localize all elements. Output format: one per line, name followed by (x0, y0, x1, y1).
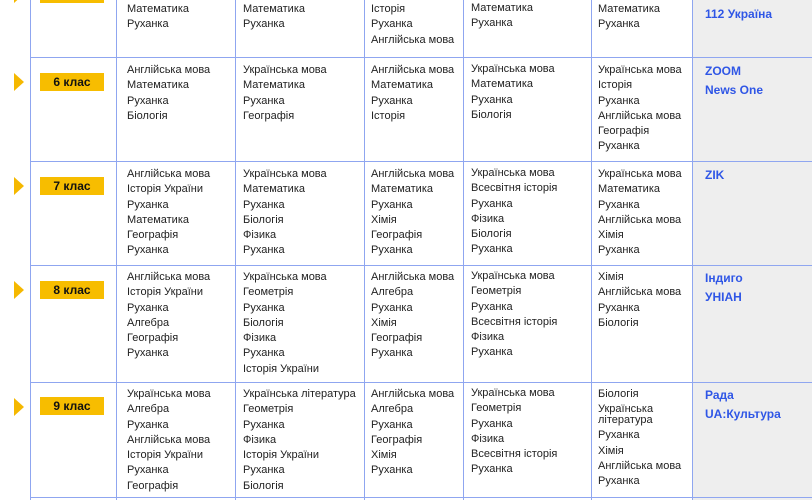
lesson: Українська мова (243, 168, 327, 180)
grade-badge: 6 клас (40, 73, 104, 91)
lesson: Математика (598, 183, 660, 196)
lesson: Руханка (243, 198, 285, 211)
grid-line (463, 0, 464, 500)
lesson: Руханка (471, 463, 513, 476)
lesson: Хімія (371, 213, 397, 226)
lesson: Руханка (471, 243, 513, 256)
lesson: Алгебра (127, 403, 170, 416)
channel-name[interactable]: ZOOM (705, 64, 741, 78)
lesson: Хімія (598, 444, 624, 457)
lesson: Руханка (471, 93, 513, 106)
lesson: Геометрія (243, 403, 294, 416)
lesson: Хімія (598, 271, 624, 283)
lesson: Фізика (243, 229, 277, 242)
lesson: Історія (598, 79, 633, 92)
row-arrow-icon (14, 73, 24, 91)
lesson: Українська література (243, 388, 356, 400)
lesson: Англійська мова (598, 213, 682, 226)
grid-line (235, 0, 236, 500)
lesson: Фізика (243, 332, 277, 345)
lesson: Біологія (471, 108, 512, 121)
lesson: Англійська мова (371, 64, 455, 76)
grid-line (30, 265, 812, 266)
lesson-cell-fri (598, 167, 682, 259)
lesson: Математика (243, 183, 305, 196)
lesson: Біологія (471, 228, 512, 241)
channel-name[interactable]: Рада (705, 388, 734, 402)
lesson: Руханка (371, 244, 413, 257)
lesson: Українська мова (471, 63, 555, 75)
lesson: Українська мова (598, 64, 682, 76)
lesson: Руханка (127, 94, 169, 107)
lesson: Руханка (371, 347, 413, 360)
lesson: Біологія (598, 388, 639, 400)
grade-badge: 9 клас (40, 397, 104, 415)
lesson: Математика (127, 3, 189, 15)
lesson: Хімія (371, 449, 397, 462)
lesson-cell-thu (471, 1, 533, 32)
lesson: Українська мова (127, 388, 211, 400)
lesson: Англійська мова (127, 168, 211, 180)
lesson-cell-mon (127, 63, 210, 124)
lesson: Всесвітня історія (471, 182, 558, 195)
lesson: Руханка (371, 198, 413, 211)
lesson: Руханка (598, 18, 640, 31)
grid-line (591, 0, 592, 500)
lesson: Географія (127, 332, 179, 345)
lesson: Руханка (371, 418, 413, 431)
lesson: Руханка (127, 347, 169, 360)
lesson: Фізика (471, 212, 505, 225)
lesson: Руханка (471, 197, 513, 210)
lesson: Англійська мова (371, 271, 455, 283)
lesson: Руханка (371, 301, 413, 314)
grid-line (30, 0, 31, 500)
lesson: Руханка (598, 140, 640, 153)
lesson: Руханка (471, 17, 513, 30)
lesson: Математика (127, 79, 189, 92)
tv-channels (705, 5, 772, 24)
lesson: Географія (598, 125, 650, 138)
lesson-cell-thu (471, 386, 557, 478)
lesson: Руханка (243, 301, 285, 314)
lesson-cell-thu (471, 269, 557, 361)
lesson-cell-wed (371, 270, 454, 362)
lesson: Історія України (127, 449, 203, 462)
lesson: Математика (471, 2, 533, 14)
lesson: Руханка (243, 18, 285, 31)
channel-name[interactable]: ZIK (705, 168, 725, 182)
lesson: Англійська мова (127, 271, 211, 283)
lesson-cell-wed (371, 63, 454, 124)
lesson: Англійська мова (371, 168, 455, 180)
lesson: Руханка (371, 18, 413, 31)
lesson: Англійська мова (371, 33, 455, 46)
grade-badge: 8 клас (40, 281, 104, 299)
lesson-cell-tue (243, 387, 356, 494)
lesson: Фізика (471, 331, 505, 344)
lesson: Біологія (598, 316, 639, 329)
lesson: Фізика (471, 432, 505, 445)
channel-name[interactable]: News One (705, 83, 764, 97)
lesson: Географія (127, 479, 179, 492)
lesson: Геометрія (471, 285, 522, 298)
lesson: Англійська мова (598, 286, 682, 299)
tv-channels (705, 166, 724, 185)
tv-channels (705, 62, 763, 100)
lesson: Англійська мова (127, 64, 211, 76)
lesson-cell-wed (371, 387, 454, 479)
lesson-cell-fri (598, 63, 682, 155)
lesson: Українська мова (243, 64, 327, 76)
lesson: Біологія (127, 109, 168, 122)
row-arrow-icon (14, 177, 24, 195)
lesson-cell-tue (243, 2, 305, 33)
lesson: Руханка (471, 346, 513, 359)
lesson: Біологія (243, 316, 284, 329)
lesson-cell-wed (371, 167, 454, 259)
lesson-cell-mon (127, 2, 189, 33)
lesson-cell-mon (127, 270, 210, 362)
grid-line (30, 161, 812, 162)
lesson: Українська мова (598, 168, 682, 180)
lesson-cell-tue (243, 63, 327, 124)
channel-name[interactable]: Індиго (705, 271, 743, 285)
lesson: Алгебра (371, 286, 414, 299)
lesson: Історія України (127, 183, 203, 196)
channel-name[interactable]: UA:Культура (705, 407, 781, 421)
lesson: Українська література (598, 403, 654, 427)
lesson: Руханка (371, 94, 413, 107)
lesson-cell-wed (371, 2, 454, 48)
lesson: Руханка (598, 94, 640, 107)
lesson: Математика (598, 3, 660, 15)
lesson: Руханка (127, 301, 169, 314)
lesson: Історія (371, 109, 406, 122)
lesson: Математика (243, 79, 305, 92)
lesson-cell-thu (471, 166, 557, 258)
lesson: Географія (371, 229, 423, 242)
lesson-cell-fri (598, 2, 660, 33)
tv-channels (705, 386, 781, 424)
lesson-cell-tue (243, 270, 327, 377)
lesson: Англійська мова (371, 388, 455, 400)
lesson: Українська мова (471, 167, 555, 179)
lesson-cell-fri (598, 387, 688, 489)
lesson-cell-mon (127, 167, 210, 259)
lesson: Алгебра (127, 316, 170, 329)
channel-name[interactable]: 112 Україна (705, 7, 773, 21)
lesson: Руханка (243, 418, 285, 431)
lesson-cell-thu (471, 62, 555, 123)
lesson: Математика (243, 3, 305, 15)
lesson: Руханка (471, 417, 513, 430)
lesson: Хімія (371, 316, 397, 329)
lesson: Історія (371, 3, 406, 15)
grade-badge: 7 клас (40, 177, 104, 195)
row-arrow-icon (14, 281, 24, 299)
lesson: Біологія (243, 213, 284, 226)
lesson: Українська мова (471, 387, 555, 399)
lesson: Українська мова (243, 271, 327, 283)
row-arrow-icon (14, 398, 24, 416)
lesson: Геометрія (243, 286, 294, 299)
lesson: Історія України (127, 286, 203, 299)
lesson: Всесвітня історія (471, 448, 558, 461)
lesson-cell-fri (598, 270, 681, 331)
lesson: Руханка (598, 198, 640, 211)
lesson: Руханка (243, 464, 285, 477)
lesson: Алгебра (371, 403, 414, 416)
lesson: Руханка (127, 244, 169, 257)
lesson: Фізика (243, 433, 277, 446)
lesson: Руханка (243, 244, 285, 257)
lesson: Руханка (598, 244, 640, 257)
grade-badge (40, 0, 104, 3)
lesson-cell-tue (243, 167, 327, 259)
lesson: Руханка (243, 347, 285, 360)
channel-name[interactable]: УНІАН (705, 290, 742, 304)
lesson: Геометрія (471, 402, 522, 415)
tv-channels (705, 269, 743, 307)
lesson: Руханка (471, 300, 513, 313)
lesson: Математика (127, 213, 189, 226)
lesson: Математика (371, 183, 433, 196)
lesson: Руханка (598, 429, 640, 442)
lesson: Географія (371, 433, 423, 446)
lesson: Руханка (598, 301, 640, 314)
grid-line (30, 382, 812, 383)
lesson: Руханка (127, 18, 169, 31)
grid-line (30, 497, 812, 498)
grid-line (116, 0, 117, 500)
lesson: Українська мова (471, 270, 555, 282)
grid-line (692, 0, 693, 500)
lesson: Хімія (598, 229, 624, 242)
lesson: Англійська мова (598, 459, 682, 472)
grid-line (364, 0, 365, 500)
lesson: Руханка (598, 475, 640, 488)
lesson: Англійська мова (127, 433, 211, 446)
lesson: Англійська мова (598, 109, 682, 122)
lesson: Історія України (243, 449, 319, 462)
lesson: Історія України (243, 362, 319, 375)
lesson-cell-mon (127, 387, 211, 494)
lesson: Географія (127, 229, 179, 242)
grid-line (30, 57, 812, 58)
lesson: Біологія (243, 479, 284, 492)
lesson: Руханка (127, 418, 169, 431)
lesson: Руханка (371, 464, 413, 477)
lesson: Руханка (243, 94, 285, 107)
lesson: Руханка (127, 198, 169, 211)
lesson: Математика (471, 78, 533, 91)
lesson: Руханка (127, 464, 169, 477)
lesson: Математика (371, 79, 433, 92)
lesson: Географія (371, 332, 423, 345)
lesson: Географія (243, 109, 295, 122)
row-arrow-icon (14, 0, 24, 3)
lesson: Всесвітня історія (471, 315, 558, 328)
